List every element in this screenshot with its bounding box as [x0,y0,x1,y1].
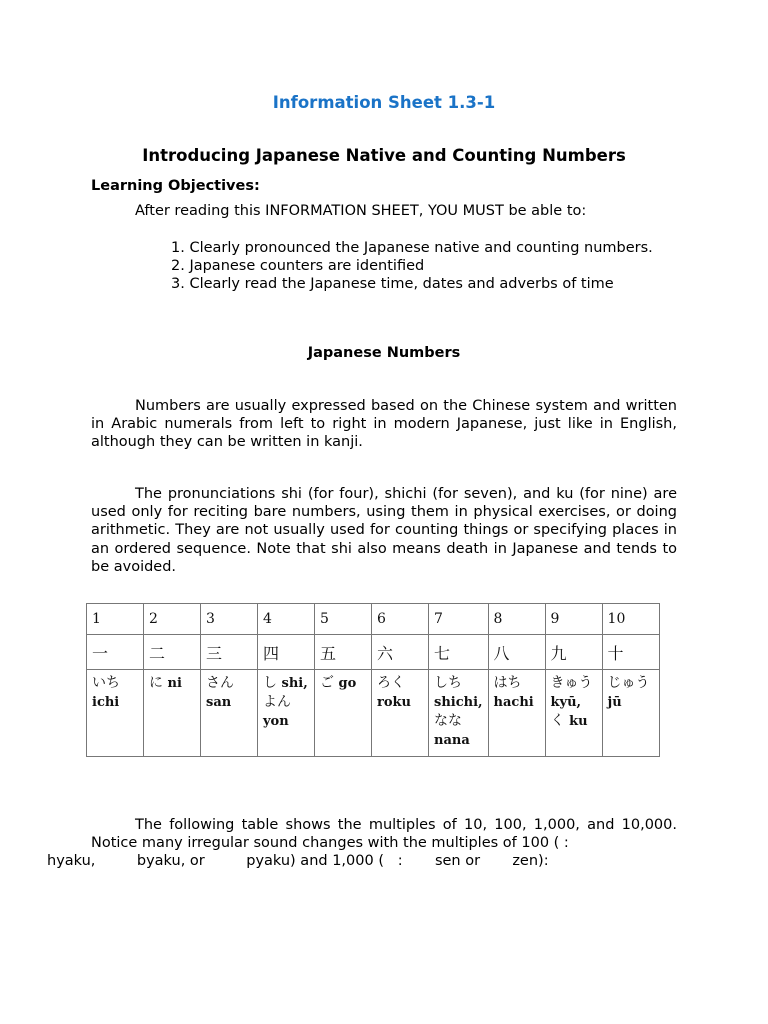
reading-line [206,693,252,712]
kana-text: なな [434,713,462,729]
list-item: 1. Clearly pronounced the Japanese native and counting numbers. [171,240,653,256]
romaji-text: san [206,695,232,710]
table-row-reading [87,670,660,757]
kana-text: いち [92,675,120,691]
reading-line [434,712,483,731]
kanji-cell: 二 [144,635,201,670]
arabic-cell: 2 [144,604,201,635]
kana-text: じゅう [607,675,650,691]
reading-line [434,731,483,750]
arabic-cell: 6 [372,604,429,635]
romaji-text: kyū, [550,695,582,710]
document-title: Introducing Japanese Native and Counting Numbers [142,146,626,165]
kana-text: はち [493,675,522,691]
reading-line [551,674,597,693]
objectives-list [171,239,653,293]
reading-line [149,674,195,693]
kanji-cell: 四 [258,635,315,670]
reading-cell [429,670,489,757]
reading-line [263,693,309,712]
romaji-text: ni [163,676,182,691]
reading-line [92,693,138,712]
kana-text: し [263,675,277,691]
kanji-cell: 一 [87,635,144,670]
table-row-arabic [87,604,660,635]
paragraph-pronunciations: The pronunciations shi (for four), shichi (for seven), and ku (for nine) are used only for reciting bare numbers, using them in physical exercises, or doing arithmetic. They are not usually used for counting things or specifying places in an ordered sequence. Note that shi also means death in Japanese and tends to be avoided. [91,486,677,575]
list-item: 2. Japanese counters are identified [171,258,425,274]
reading-cell [87,670,144,757]
kana-text: に [149,675,163,691]
arabic-cell: 9 [545,604,602,635]
paragraph-multiples-line-2: hyaku, byaku, or pyaku) and 1,000 ( : sen or zen): [47,853,549,870]
romaji-text: nana [434,733,470,748]
romaji-text: shi, [277,676,308,691]
reading-cell [602,670,659,757]
objectives-intro: After reading this INFORMATION SHEET, YOU MUST be able to: [135,203,587,219]
reading-cell [545,670,602,757]
reading-line [92,674,138,693]
kanji-cell: 十 [602,635,659,670]
reading-line [320,674,366,693]
reading-line [263,674,309,693]
reading-line [608,693,654,712]
kanji-cell: 八 [488,635,545,670]
reading-line [206,674,252,693]
kanji-cell: 九 [545,635,602,670]
reading-cell [144,670,201,757]
reading-cell [201,670,258,757]
paragraph-multiples [47,816,677,871]
romaji-text: hachi [493,695,534,710]
paragraph-multiples-line-1: The following table shows the multiples of 10, 100, 1,000, and 10,000. Notice many irregular sound changes with the multiples of 100 ( : [91,817,677,852]
reading-line [551,712,597,731]
romaji-text: shichi, [434,695,483,710]
reading-line [434,674,483,693]
kana-text: きゅう [550,675,593,691]
section-heading: Japanese Numbers [307,345,461,361]
list-item: 3. Clearly read the Japanese time, dates and adverbs of time [171,276,614,292]
reading-line [434,693,483,712]
arabic-cell: 7 [429,604,489,635]
romaji-text: yon [263,714,289,729]
reading-line [494,674,540,693]
arabic-cell: 3 [201,604,258,635]
romaji-text: ku [564,714,588,729]
arabic-cell: 5 [315,604,372,635]
reading-line [608,674,654,693]
reading-line [494,693,540,712]
kana-text: さん [206,675,234,691]
kanji-cell: 五 [315,635,372,670]
kanji-cell: 七 [429,635,489,670]
romaji-text: ichi [92,695,120,710]
paragraph-numbers-system: Numbers are usually expressed based on the Chinese system and written in Arabic numerals from left to right in modern Japanese, just like in English, although they can be written in kanji. [91,398,677,451]
arabic-cell: 1 [87,604,144,635]
kana-text: ろく [377,675,405,691]
japanese-numbers-table [86,603,660,757]
reading-cell [372,670,429,757]
reading-cell [488,670,545,757]
arabic-cell: 4 [258,604,315,635]
romaji-text: jū [607,695,622,710]
kana-text: しち [434,675,462,691]
reading-line [263,712,309,731]
reading-line [377,693,423,712]
arabic-cell: 8 [488,604,545,635]
reading-line [377,674,423,693]
kana-text: ご [320,675,334,691]
romaji-text: go [334,676,357,691]
table-row-kanji [87,635,660,670]
objectives-heading: Learning Objectives: [91,178,260,194]
kana-text: く [550,713,565,729]
kanji-cell: 三 [201,635,258,670]
arabic-cell: 10 [602,604,659,635]
sheet-title: Information Sheet 1.3-1 [272,93,496,112]
reading-cell [258,670,315,757]
kana-text: よん [263,694,291,710]
kanji-cell: 六 [372,635,429,670]
romaji-text: roku [377,695,411,710]
reading-cell [315,670,372,757]
reading-line [551,693,597,712]
